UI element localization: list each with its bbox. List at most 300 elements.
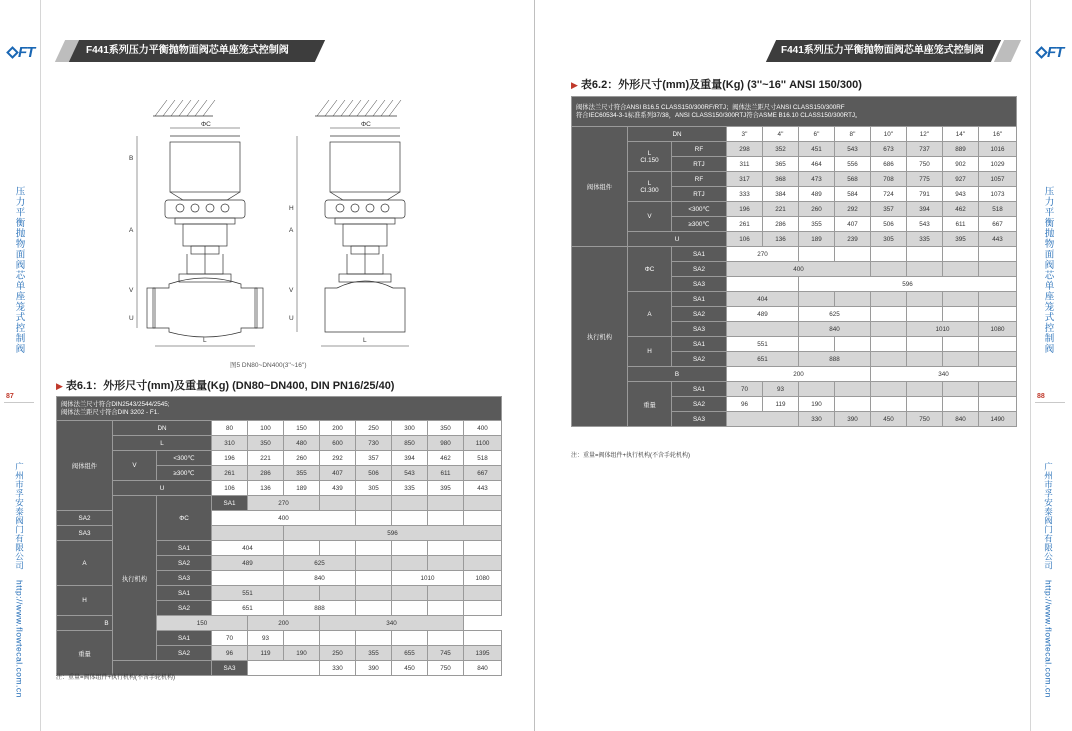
table-header-cell: DN — [628, 127, 727, 142]
table-cell: 270 — [727, 247, 799, 262]
table-header-cell: RF — [672, 172, 727, 187]
table-cell — [464, 511, 502, 526]
table-cell: 489 — [727, 307, 799, 322]
table-header-cell: SA2 — [157, 601, 212, 616]
table-cell: 400 — [727, 262, 871, 277]
table-header-cell: V — [628, 202, 672, 232]
table-cell: 404 — [727, 292, 799, 307]
table-cell: 600 — [320, 436, 356, 451]
table-cell — [428, 511, 464, 526]
table-cell: 655 — [392, 646, 428, 661]
table-cell — [943, 352, 979, 367]
table-header-cell: A — [57, 541, 113, 586]
table-row — [572, 382, 1017, 397]
table-cell — [943, 337, 979, 352]
table-row — [57, 436, 502, 451]
table1-heading: ▶ 表6.1：外形尺寸(mm)及重量(Kg) (DN80~DN400, DIN PN16/25/40) — [56, 380, 395, 392]
table-header-cell: H — [628, 337, 672, 367]
table-row — [57, 397, 502, 421]
table-cell — [943, 397, 979, 412]
table-cell — [428, 541, 464, 556]
side-product-text-right: 压力平衡抛物面阀芯单座笼式控制阀 — [1042, 186, 1054, 354]
table-cell — [907, 382, 943, 397]
table-row — [572, 232, 1017, 247]
table-cell — [835, 292, 871, 307]
table-cell: 305 — [356, 481, 392, 496]
table-cell: 651 — [727, 352, 799, 367]
table-header-cell: B — [628, 367, 727, 382]
table-header-cell: 执行机构 — [572, 247, 628, 427]
table-cell — [392, 556, 428, 571]
table2-heading: ▶ 表6.2：外形尺寸(mm)及重量(Kg) (3''~16'' ANSI 150/300) — [571, 79, 862, 91]
table-cell — [979, 307, 1017, 322]
table-header-cell: SA1 — [672, 292, 727, 307]
table-cell: 340 — [320, 616, 464, 631]
table-cell: 404 — [212, 541, 284, 556]
table-cell — [284, 541, 320, 556]
table-cell: 311 — [727, 157, 763, 172]
table-cell: 888 — [284, 601, 356, 616]
table-cell: 1010 — [907, 322, 979, 337]
table-cell: 551 — [212, 586, 284, 601]
side-url-text: http://www.flowtecal.com.cn — [14, 580, 25, 698]
table-header-cell: L Cl.150 — [628, 142, 672, 172]
table-cell: 489 — [799, 187, 835, 202]
table-cell: 596 — [799, 277, 1017, 292]
dim-h-right: H — [289, 205, 294, 212]
table-cell: 384 — [763, 187, 799, 202]
left-page — [0, 0, 535, 731]
table-cell — [907, 262, 943, 277]
dim-phic-left: ΦC — [201, 121, 211, 128]
table-cell: 450 — [392, 661, 428, 676]
table-header-cell: SA1 — [672, 247, 727, 262]
table-cell — [248, 661, 320, 676]
table-cell: 443 — [979, 232, 1017, 247]
table-cell — [835, 397, 871, 412]
table1-note: 阀体法兰尺寸符合DIN2543/2544/2545; 阀体法兰距尺寸符合DIN 3202 - F1. — [57, 397, 502, 421]
table-cell: 136 — [763, 232, 799, 247]
table-cell: 840 — [799, 322, 871, 337]
table-cell: 350 — [248, 436, 284, 451]
table-header-cell: SA3 — [57, 526, 113, 541]
table-row — [57, 481, 502, 496]
table-cell: 462 — [428, 451, 464, 466]
table-cell: 596 — [284, 526, 502, 541]
dim-phic-right: ΦC — [361, 121, 371, 128]
table-cell: 357 — [871, 202, 907, 217]
table-cell — [871, 397, 907, 412]
table-cell: 355 — [799, 217, 835, 232]
table-header-cell: SA1 — [212, 496, 248, 511]
header-banner — [60, 40, 320, 62]
table-header-cell: SA1 — [157, 631, 212, 646]
table-header-cell: RTJ — [672, 157, 727, 172]
table-cell: 708 — [871, 172, 907, 187]
table-cell — [979, 292, 1017, 307]
table-row — [57, 616, 502, 631]
table-cell — [464, 541, 502, 556]
brand-logo: FT — [8, 44, 34, 61]
table-cell — [943, 382, 979, 397]
header-banner-right — [771, 40, 1016, 62]
table-cell: 1057 — [979, 172, 1017, 187]
table-header-cell: L Cl.300 — [628, 172, 672, 202]
page-number-rule-right — [1035, 402, 1065, 410]
table-cell — [727, 277, 799, 292]
table-cell: 239 — [835, 232, 871, 247]
table-cell: 12'' — [907, 127, 943, 142]
table-header-cell: SA3 — [672, 277, 727, 292]
table-cell — [356, 541, 392, 556]
table-cell — [799, 247, 835, 262]
page-number: 87 — [6, 393, 14, 400]
table-header-cell: ΦC — [628, 247, 672, 292]
table-cell: 6'' — [799, 127, 835, 142]
table-cell: 394 — [907, 202, 943, 217]
table-cell: 335 — [392, 481, 428, 496]
table-cell: 1016 — [979, 142, 1017, 157]
table-cell: 1490 — [979, 412, 1017, 427]
table-header-cell: SA2 — [57, 511, 113, 526]
table-cell: 100 — [248, 421, 284, 436]
table-cell: 1395 — [464, 646, 502, 661]
table-row — [572, 172, 1017, 187]
table-cell — [907, 247, 943, 262]
table-cell: 395 — [943, 232, 979, 247]
table-cell: 506 — [356, 466, 392, 481]
table-cell: 1029 — [979, 157, 1017, 172]
table-cell — [284, 586, 320, 601]
table-cell: 317 — [727, 172, 763, 187]
table-header-cell: 执行机构 — [113, 496, 157, 661]
table-cell: 750 — [907, 412, 943, 427]
table-cell — [392, 601, 428, 616]
table-header-cell: SA2 — [672, 397, 727, 412]
table-cell: 10'' — [871, 127, 907, 142]
table-cell: 625 — [284, 556, 356, 571]
table-row — [572, 367, 1017, 382]
table-cell: 333 — [727, 187, 763, 202]
table-cell: 286 — [763, 217, 799, 232]
table-cell: 330 — [799, 412, 835, 427]
header-title: F441系列压力平衡抛物面阀芯单座笼式控制阀 — [86, 45, 289, 56]
table-cell — [392, 631, 428, 646]
table-cell — [320, 541, 356, 556]
table-header-cell: SA3 — [212, 661, 248, 676]
table-cell: 80 — [212, 421, 248, 436]
table-row — [57, 421, 502, 436]
table-cell — [212, 571, 284, 586]
dim-l-left: L — [203, 337, 207, 344]
table-header-cell: ΦC — [157, 496, 212, 541]
dim-u-left: U — [129, 315, 134, 322]
table-header-cell: A — [628, 292, 672, 337]
right-margin-line — [1030, 0, 1031, 731]
dim-v-left: V — [129, 287, 134, 294]
table-cell: 625 — [799, 307, 871, 322]
spec-table-din — [56, 396, 502, 676]
table-cell: 400 — [464, 421, 502, 436]
table-cell: 943 — [943, 187, 979, 202]
table-header-cell: 阀体组件 — [572, 127, 628, 247]
table-cell: 889 — [943, 142, 979, 157]
table-cell — [428, 601, 464, 616]
spec-table-ansi — [571, 96, 1017, 427]
logo-diamond-icon — [6, 46, 19, 59]
table-cell: 400 — [212, 511, 356, 526]
table-cell — [871, 382, 907, 397]
table-cell: 394 — [392, 451, 428, 466]
table-cell: 667 — [464, 466, 502, 481]
table-header-cell: SA1 — [672, 382, 727, 397]
table-header-cell: B — [57, 616, 157, 631]
table-cell — [943, 307, 979, 322]
table-cell: 4'' — [763, 127, 799, 142]
table-row — [572, 292, 1017, 307]
table-cell — [356, 571, 392, 586]
side-company-text-right: 广州市孚安泰阀门有限公司 — [1043, 462, 1054, 570]
table-cell — [356, 511, 392, 526]
table-cell — [871, 292, 907, 307]
table-cell — [212, 526, 284, 541]
table-cell: 1073 — [979, 187, 1017, 202]
table-cell — [392, 541, 428, 556]
table-cell: 310 — [212, 436, 248, 451]
table-cell — [979, 247, 1017, 262]
table-header-cell: SA2 — [157, 646, 212, 661]
table-cell: 673 — [871, 142, 907, 157]
table-cell: 439 — [320, 481, 356, 496]
table-header-cell: SA1 — [157, 586, 212, 601]
table-cell: 840 — [284, 571, 356, 586]
table-cell: 611 — [943, 217, 979, 232]
table-cell — [943, 292, 979, 307]
table-cell: 250 — [356, 421, 392, 436]
table-cell: 136 — [248, 481, 284, 496]
table-cell — [907, 307, 943, 322]
footnote-left: 注：重量=阀体组件+执行机构(不含手轮机构) — [56, 675, 176, 681]
table-cell: 150 — [284, 421, 320, 436]
dim-b-left: B — [129, 155, 134, 162]
table-cell: 464 — [799, 157, 835, 172]
table-header-cell: V — [113, 451, 157, 481]
table-cell: 96 — [727, 397, 763, 412]
table-cell: 8'' — [835, 127, 871, 142]
table-header-cell: SA1 — [157, 541, 212, 556]
table-cell: 196 — [212, 451, 248, 466]
table-cell: 584 — [835, 187, 871, 202]
table-row — [572, 202, 1017, 217]
table-header-cell: H — [57, 586, 113, 616]
triangle-icon: ▶ — [571, 80, 578, 90]
table-cell: 451 — [799, 142, 835, 157]
table-cell: 1080 — [464, 571, 502, 586]
table-cell: 357 — [356, 451, 392, 466]
dim-a-left: A — [129, 227, 134, 234]
table-cell: 1010 — [392, 571, 464, 586]
table-cell: 518 — [979, 202, 1017, 217]
triangle-icon: ▶ — [56, 381, 63, 391]
table-cell — [799, 292, 835, 307]
table-cell — [464, 631, 502, 646]
table-cell — [464, 601, 502, 616]
table-header-cell: ≥300℃ — [672, 217, 727, 232]
table-cell: 775 — [907, 172, 943, 187]
table-cell: 119 — [248, 646, 284, 661]
brand-logo-right: FT — [1037, 44, 1063, 61]
valve-drawing — [125, 96, 425, 354]
table-cell — [835, 337, 871, 352]
table-cell: 190 — [284, 646, 320, 661]
dim-a-right: A — [289, 227, 294, 234]
table-cell — [871, 337, 907, 352]
table-cell — [356, 556, 392, 571]
table-cell: 270 — [248, 496, 320, 511]
table-cell — [907, 292, 943, 307]
table-row — [572, 97, 1017, 127]
table-cell: 686 — [871, 157, 907, 172]
table-cell: 737 — [907, 142, 943, 157]
table-cell: 221 — [248, 451, 284, 466]
table2-note: 阀体法兰尺寸符合ANSI B16.5 CLASS150/300RF/RTJ；阀体法兰距尺寸ANSI CLASS150/300RF 符合IEC60534-3-1标准系列37/38，ANSI CLASS150/300RTJ符合ASME B16.10 CLASS150/300RTJ。 — [572, 97, 1017, 127]
table-cell: 791 — [907, 187, 943, 202]
table-header-cell: 重量 — [628, 382, 672, 427]
table-cell: 119 — [763, 397, 799, 412]
table-header-cell: <300℃ — [157, 451, 212, 466]
table-cell: 927 — [943, 172, 979, 187]
left-margin-line — [40, 0, 41, 731]
table-cell: 443 — [464, 481, 502, 496]
table-cell: 93 — [248, 631, 284, 646]
table-cell: 352 — [763, 142, 799, 157]
table-cell — [320, 496, 356, 511]
dim-v-right: V — [289, 287, 294, 294]
table-cell: 150 — [157, 616, 248, 631]
table-cell: 200 — [727, 367, 871, 382]
table-cell — [727, 412, 799, 427]
table-header-cell: <300℃ — [672, 202, 727, 217]
table-cell — [907, 352, 943, 367]
table-row — [572, 142, 1017, 157]
page-number-rule — [4, 402, 34, 410]
table-cell — [284, 631, 320, 646]
table-cell: 221 — [763, 202, 799, 217]
table-row — [572, 337, 1017, 352]
logo-diamond-icon — [1035, 46, 1048, 59]
table-cell — [356, 586, 392, 601]
table-cell — [835, 382, 871, 397]
table-cell: 286 — [248, 466, 284, 481]
table-header-cell: SA3 — [672, 412, 727, 427]
table-row — [572, 127, 1017, 142]
table-cell — [392, 496, 428, 511]
table-cell — [871, 352, 907, 367]
table-header-cell: SA3 — [157, 571, 212, 586]
table-header-cell: SA2 — [157, 556, 212, 571]
table-cell: 350 — [428, 421, 464, 436]
table-cell: 407 — [320, 466, 356, 481]
table-cell — [428, 631, 464, 646]
table-cell: 395 — [428, 481, 464, 496]
table-cell: 189 — [799, 232, 835, 247]
table-cell — [320, 586, 356, 601]
table-cell — [320, 631, 356, 646]
right-page — [535, 0, 1072, 731]
table-cell: 1080 — [979, 322, 1017, 337]
table-cell: 330 — [320, 661, 356, 676]
table-cell — [979, 262, 1017, 277]
table-header-cell: SA2 — [672, 262, 727, 277]
table-cell — [428, 586, 464, 601]
table-cell — [979, 382, 1017, 397]
table-cell — [356, 601, 392, 616]
dim-u-right: U — [289, 315, 294, 322]
table-cell: 3'' — [727, 127, 763, 142]
table-cell: 840 — [943, 412, 979, 427]
table-cell — [799, 337, 835, 352]
table-cell — [979, 397, 1017, 412]
table-cell: 730 — [356, 436, 392, 451]
table-cell: 667 — [979, 217, 1017, 232]
table-cell: 745 — [428, 646, 464, 661]
table-cell: 106 — [727, 232, 763, 247]
table-cell: 462 — [943, 202, 979, 217]
table-cell — [979, 352, 1017, 367]
table-cell: 70 — [212, 631, 248, 646]
table-header-cell: RTJ — [672, 187, 727, 202]
table-cell: 489 — [212, 556, 284, 571]
table-cell: 556 — [835, 157, 871, 172]
table-cell: 551 — [727, 337, 799, 352]
table-cell: 407 — [835, 217, 871, 232]
table-cell: 355 — [356, 646, 392, 661]
table-header-cell: RF — [672, 142, 727, 157]
dim-l-right: L — [363, 337, 367, 344]
table-cell: 335 — [907, 232, 943, 247]
table-header-cell: SA2 — [672, 307, 727, 322]
table-cell — [428, 496, 464, 511]
table-cell: 543 — [392, 466, 428, 481]
table-cell — [464, 556, 502, 571]
table-cell: 840 — [464, 661, 502, 676]
table-cell: 980 — [428, 436, 464, 451]
table-header-cell: U — [113, 481, 212, 496]
table-cell: 292 — [320, 451, 356, 466]
table-cell: 365 — [763, 157, 799, 172]
table-cell: 902 — [943, 157, 979, 172]
table-header-cell: SA3 — [672, 322, 727, 337]
table-cell: 390 — [835, 412, 871, 427]
table-cell: 568 — [835, 172, 871, 187]
table-cell — [979, 337, 1017, 352]
side-url-text-right: http://www.flowtecal.com.cn — [1043, 580, 1054, 698]
table-cell: 93 — [763, 382, 799, 397]
table-cell: 750 — [428, 661, 464, 676]
table-header-cell: SA2 — [672, 352, 727, 367]
table-header-cell: ≥300℃ — [157, 466, 212, 481]
table-cell: 190 — [799, 397, 835, 412]
side-company-text: 广州市孚安泰阀门有限公司 — [14, 462, 25, 570]
table-cell: 298 — [727, 142, 763, 157]
table-cell: 260 — [284, 451, 320, 466]
table-cell: 200 — [320, 421, 356, 436]
table-cell: 305 — [871, 232, 907, 247]
table-cell: 70 — [727, 382, 763, 397]
table-cell: 506 — [871, 217, 907, 232]
table-cell — [392, 511, 428, 526]
table-cell: 189 — [284, 481, 320, 496]
